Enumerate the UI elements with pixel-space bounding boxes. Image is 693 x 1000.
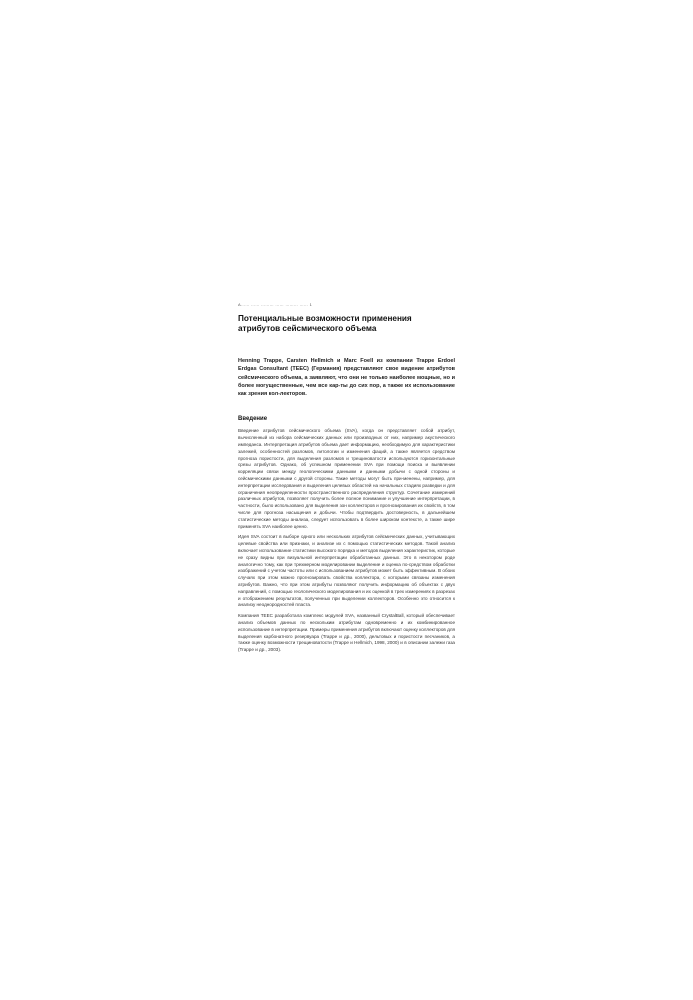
article-abstract: Henning Trappe, Carsten Hellmich и Marc Foell из компании Trappe Erdoel Erdgas Consultant (TEEC) (Германия) представляют свое видение атрибутов сейсмического объема, а заявляют, что они не только наиболее мощные, но и более могущественные, чем все кар-ты до сих пор, а также их использование как зрения кол-лекторов.	[238, 358, 455, 398]
body-paragraph-3: Компания TEEC разработала комплекс модулей SVA, названный CrystalBall, который обеспечивает анализ объемов данных по нескольким атрибутам одновременно и их комбинированное использование в интерпретации. Примеры применения атрибутов включают оценку коллекторов для выделения карбонатного резервуара (Trappe и др., 2000), дельтовых и пористости песчаников, а также оценку возможности трещиноватости (Trappe и Hellmich, 1998, 2000) и в описании залежи газа (Trappe и др., 2003).	[238, 613, 455, 653]
running-head: А…… …… ……… …… ……… …… 1	[238, 302, 313, 307]
article-title: Потенциальные возможности применения атрибутов сейсмического объема	[238, 314, 412, 333]
section-title-introduction: Введение	[238, 416, 268, 423]
document-page	[238, 302, 455, 658]
body-paragraph-1: Введение атрибутов сейсмического объема (SVA), когда он представляет собой атрибут, вычисленный из набора сейсмических данных или производных от них, например акустического импеданса. Интерпретация атрибутов объема дает информацию, необходимую для характеристики залежей, особенностей разломов, литологии и изменения фаций, а также является средством прогноза пористости, для выделения разломов и трещиноватости используются горизонтальные срезы атрибутов. Однако, об успешном применении SVA при помощи поиска и выявлении корреляции связи между геологическими данными и данными добычи с одной стороны и сейсмическими данными с другой стороны. Такие методы могут быть при-менены, например, для интерпретации исследования и выделения целевых областей на начальных стадиях разведки и для ограничения неопределенности пространственного распределения структур. Сочетание измерений различных атрибутов, позволяет получить более полное понимание и улучшение интерпретации, в частности, было использовано для выделения зон коллекторов и прогнозирования их свойств, в том числе для прогноза насыщения и добычи. Чтобы подтвердить достоверность, в дальнейшем статистические методы анализа, следует использовать в более широком контексте, а также шире применять SVA наиболее ценно.	[238, 428, 455, 529]
body-paragraph-2: Идея SVA состоит в выборе одного или нескольких атрибутов сейсмических данных, учитывающих целевые свойства или признаки, и анализе их с помощью статистических методов. Такой анализ включает использование статистики высокого порядка и методов выделения характеристик, которые не сразу видны при визуальной интерпретации обработанных данных. Это в некотором роде аналогично тому, как при трехмерном моделировании выделение и оценка по-средством обработки изображений с учетом частоты или с использованием атрибутов может быть эффективным. В обоих случаях при этом можно прогнозировать свойства коллектора, с которыми связаны изменения атрибутов. Важно, что при этом атрибуты позволяют получить информацию об объектах с двух направлений, с помощью геологического моделирования и их оценкой в трех измерениях в разрезах и отображением результатов, полученных при выделении коллекторов. Особенно это относится к анализу неоднородностей пласта.	[238, 534, 455, 608]
